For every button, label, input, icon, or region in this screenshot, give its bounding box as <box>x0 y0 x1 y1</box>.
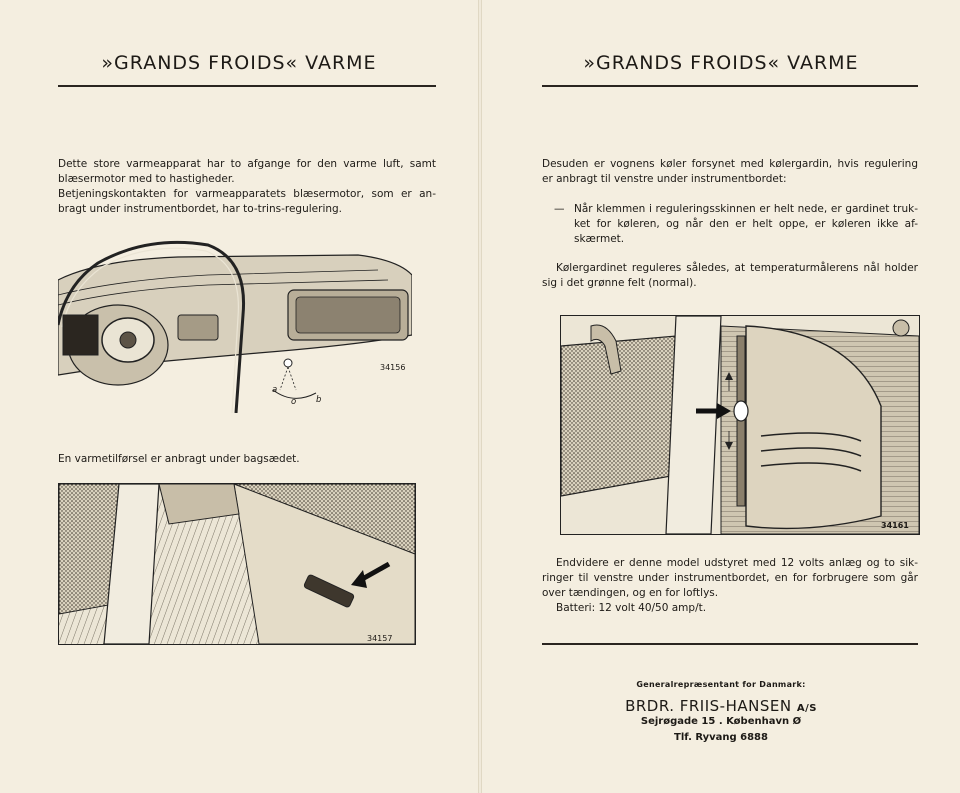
right-para2-line2: sig i det grønne felt (normal). <box>542 277 697 289</box>
fig1-number: 34156 <box>380 363 406 372</box>
switch-label-b: b <box>316 395 322 405</box>
curtain-note-dash: — <box>554 203 565 215</box>
right-header: »GRANDS FROIDS« VARME <box>583 52 859 74</box>
company-name: BRDR. FRIIS-HANSEN <box>625 697 792 715</box>
company-suffix: A/S <box>796 703 817 714</box>
curtain-note-line1: Når klemmen i reguleringsskinnen er helt nede, er gardinet truk- <box>574 203 918 215</box>
left-header: »GRANDS FROIDS« VARME <box>101 52 377 74</box>
right-para1-line1: Desuden er vognens køler forsynet med kølergardin, hvis regulering <box>542 158 918 170</box>
left-page <box>0 0 478 793</box>
battery-spec: Batteri: 12 volt 40/50 amp/t. <box>556 602 707 614</box>
right-para3-line2: ringer til venstre under instrumentbordet, en for forbrugere som går <box>542 572 918 584</box>
left-header-rule <box>58 85 436 87</box>
right-header-rule <box>542 85 918 87</box>
footer-phone: Tlf. Ryvang 6888 <box>674 732 768 743</box>
left-para1-line1: Dette store varmeapparat har to afgange for den varme luft, samt <box>58 158 436 170</box>
right-para1-line2: er anbragt til venstre under instrumentbordet: <box>542 173 787 185</box>
left-para2-line2: bragt under instrumentbordet, har to-trins-regulering. <box>58 203 343 215</box>
rear-heater-drawing <box>59 484 415 644</box>
right-para3-line3: over tændingen, og en for loftlys. <box>542 587 719 599</box>
left-para2-line1: Betjeningskontakten for varmeapparatets blæsermotor, som er an- <box>58 188 436 200</box>
footer-representative: Generalrepræsentant for Danmark: <box>636 680 806 689</box>
fig2-number: 34157 <box>367 634 393 643</box>
curtain-note-line2: ket for køleren, og når den er helt oppe, er køleren ikke af- <box>574 218 918 230</box>
switch-label-o: o <box>291 397 297 407</box>
fig3-number: 34161 <box>881 521 909 530</box>
footer-rule <box>542 643 918 645</box>
switch-label-a: a <box>272 385 278 395</box>
right-para2-line1: Kølergardinet reguleres således, at temperaturmålerens nål holder <box>556 262 918 274</box>
rear-heater-illustration <box>58 483 416 645</box>
footer-company <box>482 697 960 715</box>
right-page <box>482 0 960 793</box>
curtain-note <box>554 202 918 247</box>
radiator-curtain-drawing <box>561 316 919 534</box>
right-para3-line1: Endvidere er denne model udstyret med 12 volts anlæg og to sik- <box>556 557 918 569</box>
right-para3 <box>542 556 918 616</box>
dashboard-drawing <box>58 235 412 413</box>
dashboard-illustration <box>58 235 412 413</box>
left-caption: En varmetilførsel er anbragt under bagsædet. <box>58 453 300 465</box>
curtain-note-line3: skærmet. <box>574 233 625 245</box>
left-para1-line2: blæsermotor med to hastigheder. <box>58 173 235 185</box>
radiator-curtain-illustration <box>560 315 920 535</box>
right-intro-text <box>542 157 918 187</box>
right-para2 <box>542 261 918 291</box>
left-intro-text <box>58 157 436 217</box>
footer-address: Sejrøgade 15 . København Ø <box>640 716 802 727</box>
